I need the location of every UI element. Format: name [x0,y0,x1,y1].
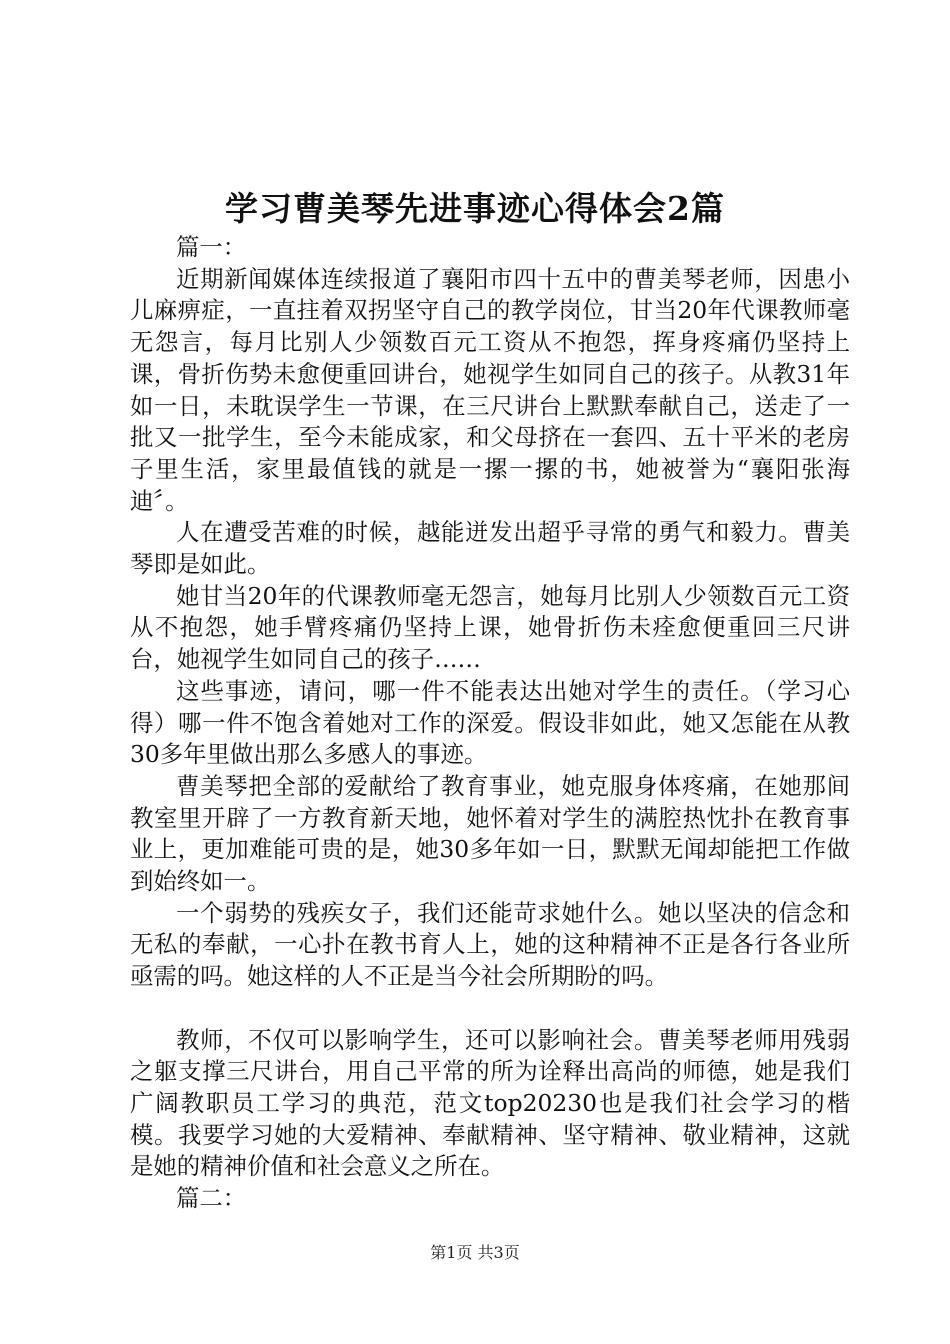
paragraph: 一个弱势的残疾女子，我们还能苛求她什么。她以坚决的信念和无私的奉献，一心扑在教书育人上，她的这种精神不正是各行各业所亟需的吗。她这样的人不正是当今社会所期盼的吗。 [130,898,850,991]
blank-line [130,993,850,1025]
paragraph: 人在遭受苦难的时候，越能迸发出超乎寻常的勇气和毅力。曹美琴即是如此。 [130,518,850,579]
paragraph: 教师，不仅可以影响学生，还可以影响社会。曹美琴老师用残弱之躯支撑三尺讲台，用自己平常的所为诠释出高尚的师德，她是我们广阔教职员工学习的典范，范文top20230也是我们社会学习的楷模。我要学习她的大爱精神、奉献精神、坚守精神、敬业精神，这就是她的精神价值和社会意义之所在。 [130,1025,850,1181]
section-heading-2: 篇二： [176,1184,247,1213]
paragraph: 这些事迹，请问，哪一件不能表达出她对学生的责任。（学习心得）哪一件不饱含着她对工作的深爱。假设非如此，她又怎能在从教30多年里做出那么多感人的事迹。 [130,676,850,769]
document-body [130,232,850,1215]
paragraph: 近期新闻媒体连续报道了襄阳市四十五中的曹美琴老师，因患小儿麻痹症，一直拄着双拐坚守自己的教学岗位，甘当20年代课教师毫无怨言，每月比别人少领数百元工资从不抱怨，挥身疼痛仍坚持上课，骨折伤势未愈便重回讲台，她视学生如同自己的孩子。从教31年如一日，未耽误学生一节课，在三尺讲台上默默奉献自己，送走了一批又一批学生，至今未能成家，和父母挤在一套四、五十平米的老房子里生活，家里最值钱的就是一摞一摞的书，她被誉为“襄阳张海迪〞。 [130,264,850,515]
document-title: 学习曹美琴先进事迹心得体会2篇 [225,189,725,228]
paragraph: 她甘当20年的代课教师毫无怨言，她每月比别人少领数百元工资从不抱怨，她手臂疼痛仍坚持上课，她骨折伤未痊愈便重回三尺讲台，她视学生如同自己的孩子…… [130,581,850,674]
page-number-footer: 第1页 共3页 [430,1243,520,1262]
paragraph: 曹美琴把全部的爱献给了教育事业，她克服身体疼痛，在她那间教室里开辟了一方教育新天地，她怀着对学生的满腔热忱扑在教育事业上，更加难能可贵的是，她30多年如一日，默默无闻却能把工作做到始终如一。 [130,771,850,896]
section-heading-1: 篇一： [176,233,247,261]
